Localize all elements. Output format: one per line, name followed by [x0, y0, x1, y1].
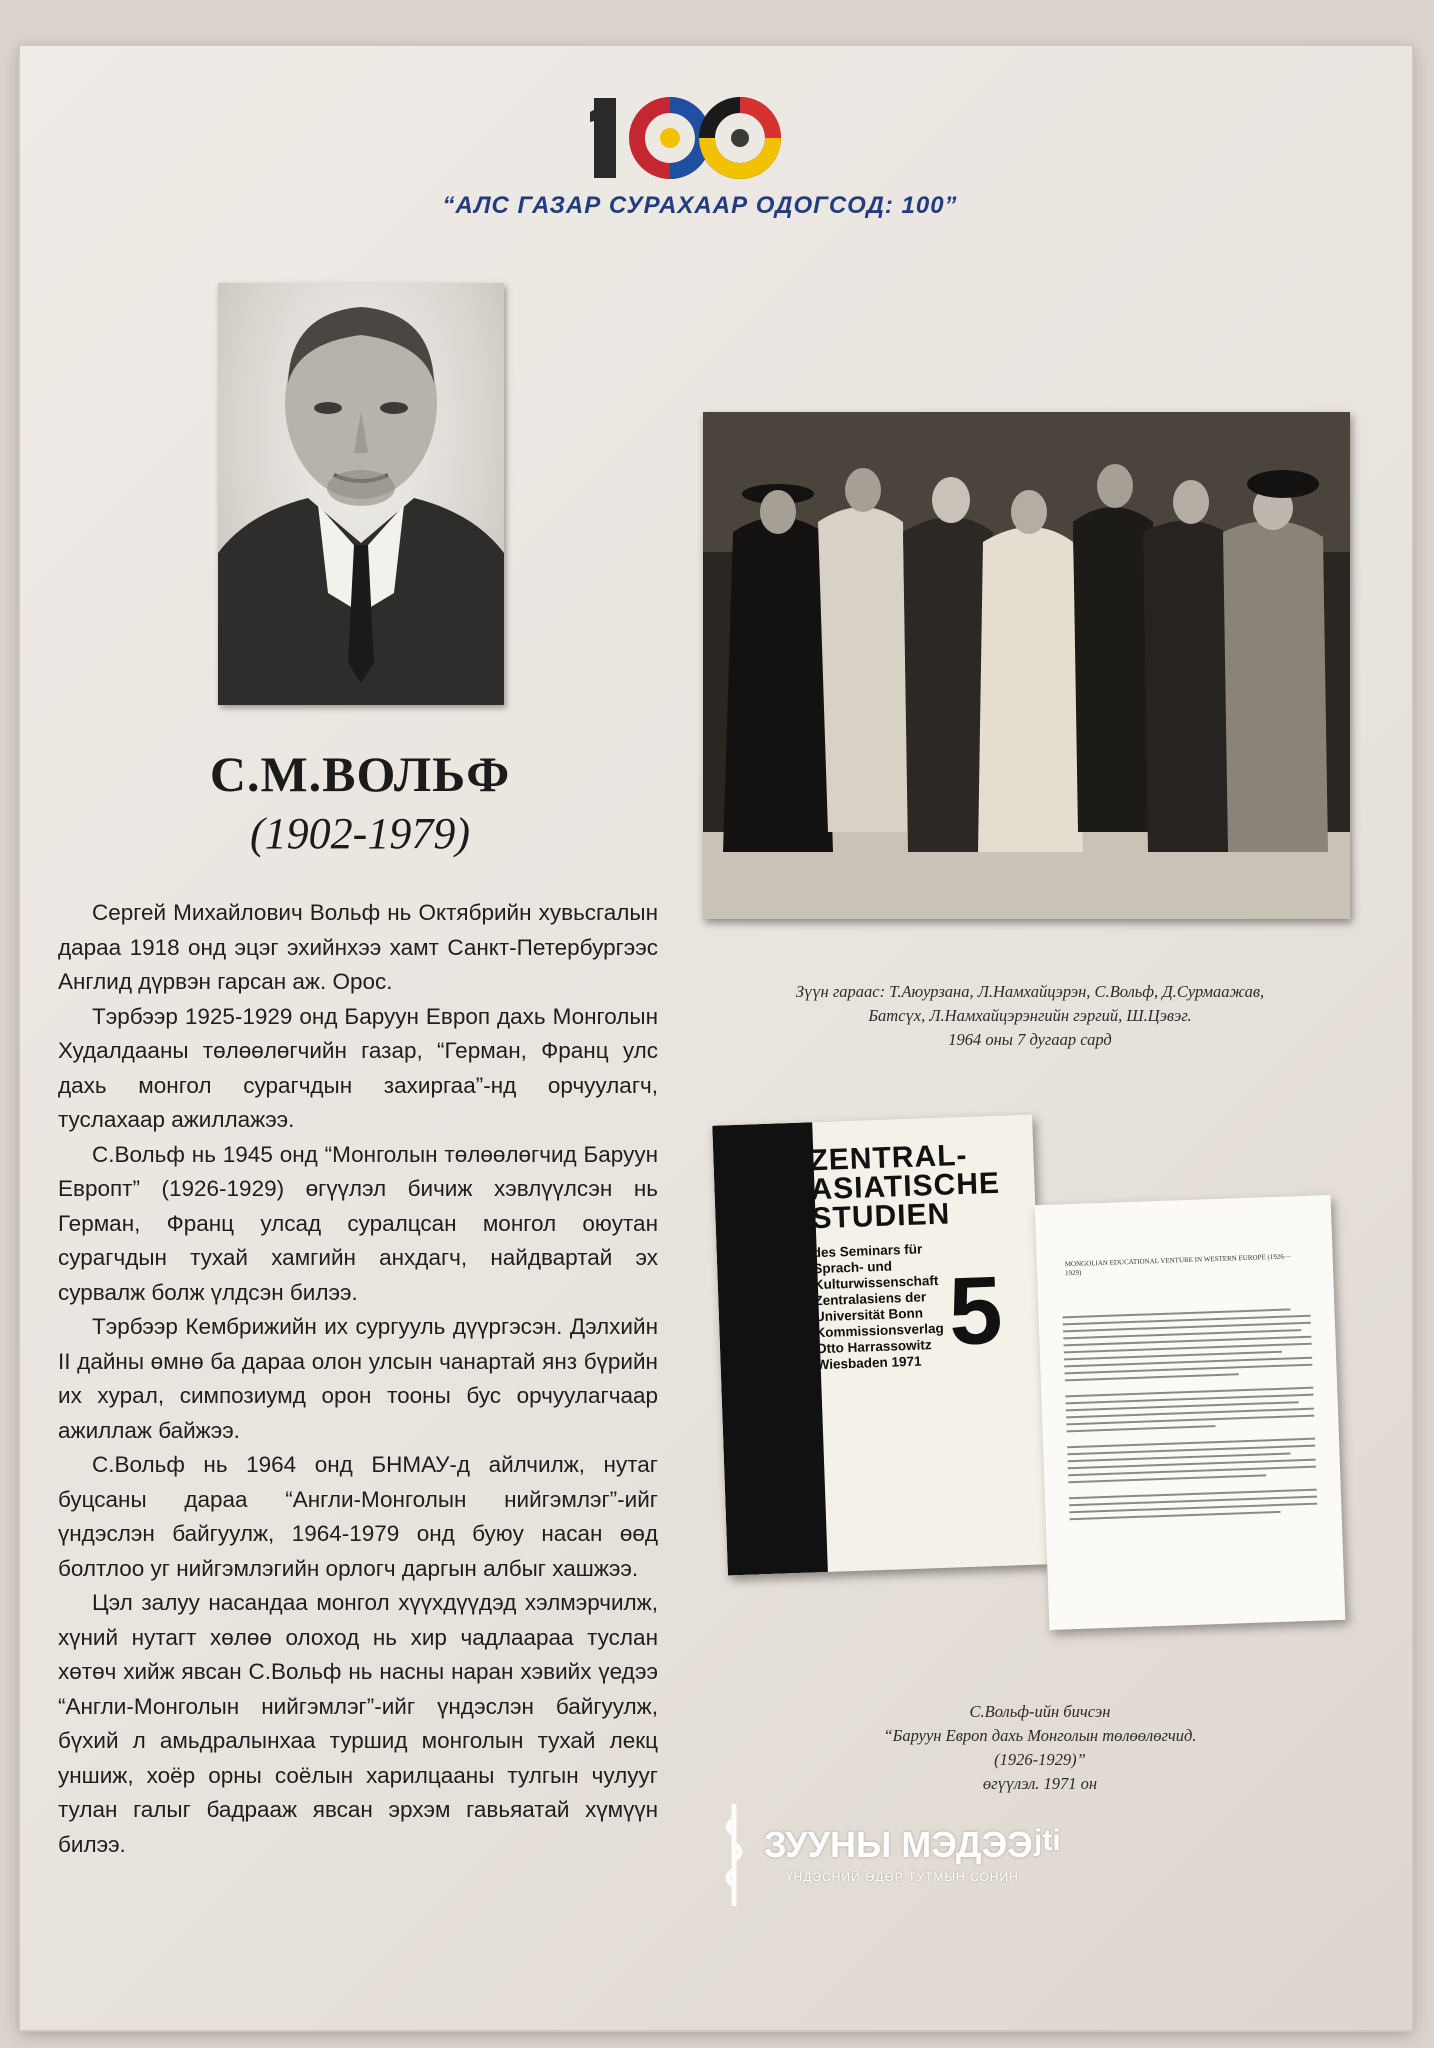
bio-paragraph: С.Вольф нь 1945 онд “Монголын төлөөлөгчид Баруун Европт” (1926-1929) өгүүлэл бичиж хэвлүүлсэн нь Герман, Франц улсад суралцсан монгол оюутан сурагчдын тухай хамгийн анхдагч, найдвартай эх сурвалж болж үлдсэн билээ.: [58, 1141, 658, 1305]
article-title: MONGOLIAN EDUCATIONAL VENTURE IN WESTERN EUROPE (1926—1929): [1064, 1252, 1291, 1278]
caption-line: “Баруун Европ дахь Монголын төлөөлөгчид.: [883, 1726, 1197, 1745]
bio-paragraph: Тэрбээр Кембрижийн их сургууль дүүргэсэн. Дэлхийн II дайны өмнө ба дараа олон улсын чанартай янз бүрийн их хурал, симпозиумд орон тооны бус орчуулагчаар ажиллаж байжээ.: [58, 1314, 658, 1443]
group-photo-1964: [703, 412, 1350, 919]
book-subtitle: des Seminars für Sprach- und Kulturwissenschaft Zentralasiens der Universität Bonn Kommissionsverlag Otto Harrassowitz Wiesbaden 1971: [812, 1241, 945, 1373]
caption-line: Зүүн гараас: Т.Аюурзана, Л.Намхайцэрэн, С.Вольф, Д.Сурмаажав,: [795, 982, 1265, 1001]
group-photo-caption: [740, 980, 1320, 1052]
newspaper-name: ЗУУНЫ МЭДЭЭ: [764, 1824, 1033, 1865]
newspaper-tagline: ҮНДЭСНИЙ ӨДӨР ТУТМЫН СОНИН: [786, 1870, 1019, 1884]
book-cover: [712, 1115, 1048, 1576]
book-volume-number: 5: [947, 1256, 1005, 1366]
bio-paragraph: С.Вольф нь 1964 онд БНМАУ-д айлчилж, нутаг буцсаны дараа “Англи-Монголын нийгэмлэг”-ийг үндэслэн байгуулж, 1964-1979 онд буюу насан өөд болтлоо уг нийгэмлэгийн орлогч даргын албыг хашжээ.: [58, 1452, 658, 1581]
book-title: ZENTRAL- ASIATISCHE STUDIEN: [808, 1138, 1001, 1236]
bio-paragraph: Цэл залуу насандаа монгол хүүхдүүдэд хэлмэрчилж, хүний нутагт хөлөө олоход нь хир чадлаараа туслан хөтөч хийж явсан С.Вольф нь насны наран хэвийх үедээ “Англи-Монголын нийгэмлэг”-ийг үндэслэн байгуулж, бүхий л амьдралынхаа туршид монголын тухай лекц уншиж, хоёр орны соёлын харилцааны тулгын чулууг тулан галыг бадрааж явсан эрхэм гавьяатай хүмүүн билээ.: [58, 1590, 658, 1857]
caption-line: 1964 оны 7 дугаар сард: [948, 1030, 1112, 1049]
article-caption: [780, 1700, 1300, 1796]
caption-line: С.Вольф-ийн бичсэн: [969, 1702, 1111, 1721]
person-years: (1902-1979): [250, 809, 470, 858]
exhibition-slogan: “АЛС ГАЗАР СУРАХААР ОДОГСОД: 100”: [442, 192, 958, 219]
article-page: [1035, 1195, 1346, 1630]
bio-paragraph: Тэрбээр 1925-1929 онд Баруун Европ дахь Монголын Худалдааны төлөөлөгчийн газар, “Герман, Франц улс дахь монгол сурагчдын захиргаа”-нд орчуулагч, туслахаар ажиллажээ.: [58, 1003, 658, 1132]
portrait-photo: [218, 283, 504, 705]
badge-label: jti: [1034, 1824, 1061, 1857]
jti-certified-badge: [1034, 1824, 1094, 1868]
anniversary-100-logo: [590, 92, 800, 184]
newspaper-watermark: [714, 1800, 1114, 1910]
article-body-lines: [1063, 1308, 1318, 1526]
bio-paragraph: Сергей Михайлович Вольф нь Октябрийн хувьсгалын дараа 1918 онд эцэг эхийнхээ хамт Санкт-Петербургээс Англид дүрвэн гарсан аж. Орос.: [58, 900, 658, 994]
biography-text: [58, 896, 658, 1862]
caption-line: өгүүлэл. 1971 он: [982, 1774, 1098, 1793]
person-name: С.М.ВОЛЬФ: [209, 746, 511, 802]
caption-line: (1926-1929)”: [994, 1750, 1086, 1769]
caption-line: Батсүх, Л.Намхайцэрэнгийн гэргий, Ш.Цэвэг.: [868, 1006, 1192, 1025]
mongolian-script-icon: [714, 1800, 754, 1910]
